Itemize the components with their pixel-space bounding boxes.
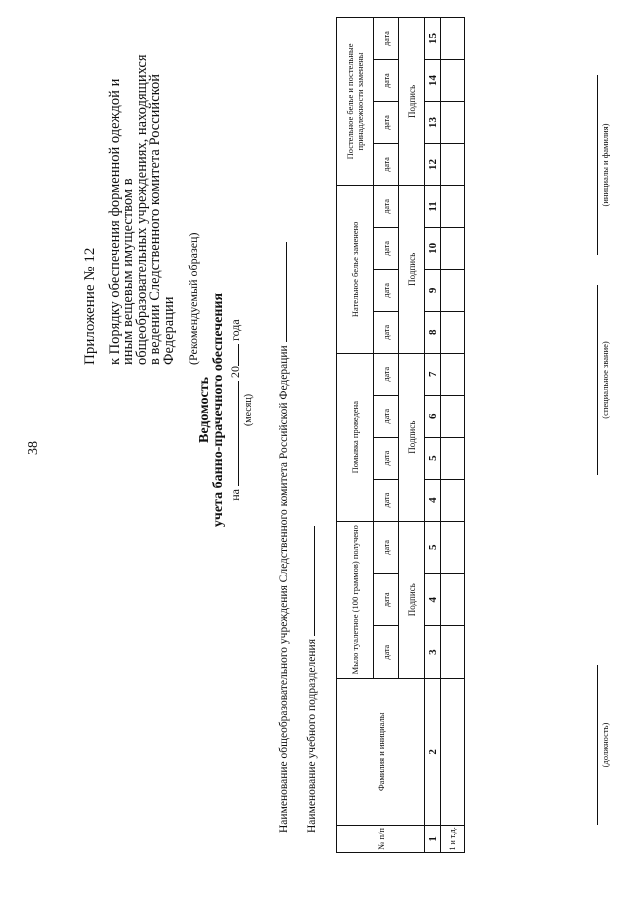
period-year-prefix: 20: [228, 365, 242, 378]
table-cell[interactable]: [441, 227, 465, 269]
table-cell[interactable]: [441, 185, 465, 227]
signature-header: Подпись: [399, 521, 425, 678]
column-number: 4: [425, 574, 441, 626]
appendix-line: Федерации: [160, 296, 177, 365]
col-num-header: № п/п: [337, 825, 425, 852]
appendix-line: общеобразовательных учреждениях, находящихся: [133, 54, 150, 365]
division-line: [306, 333, 318, 833]
column-number: 6: [425, 395, 441, 437]
date-header: дата: [374, 353, 399, 395]
date-header: дата: [374, 311, 399, 353]
institution-blank[interactable]: [286, 242, 287, 342]
signature-header: Подпись: [399, 185, 425, 353]
table-cell[interactable]: [441, 143, 465, 185]
date-header: дата: [374, 185, 399, 227]
appendix-line: к Порядку обеспечения форменной одеждой и: [106, 78, 123, 365]
date-header: дата: [374, 437, 399, 479]
group-bedding-header: Постельное белье и постельные принадлежности заменены: [337, 18, 374, 186]
date-header: дата: [374, 227, 399, 269]
table-cell[interactable]: [441, 395, 465, 437]
table-cell[interactable]: [441, 102, 465, 144]
name-caption: (инициалы и фамилия): [597, 75, 610, 255]
date-header: дата: [374, 395, 399, 437]
month-blank[interactable]: [238, 381, 239, 486]
period-suffix: года: [228, 319, 242, 341]
table-cell[interactable]: [441, 18, 465, 60]
period-line: [228, 245, 243, 575]
table-cell[interactable]: [441, 626, 465, 678]
document-heading: [198, 245, 254, 575]
table-cell[interactable]: [441, 678, 465, 825]
division-blank[interactable]: [314, 526, 315, 636]
date-header: дата: [374, 102, 399, 144]
date-header: дата: [374, 574, 399, 626]
institution-label: Наименование общеобразовательного учреждения Следственного комитета Российской Федерации: [278, 345, 290, 833]
table-cell[interactable]: [441, 437, 465, 479]
row-etc-label: 1 и т.д.: [441, 825, 465, 852]
table-cell[interactable]: [441, 353, 465, 395]
document-subtitle: учета банно-прачечного обеспечения: [211, 292, 226, 528]
year-blank[interactable]: [238, 344, 239, 366]
date-header: дата: [374, 521, 399, 573]
table-cell[interactable]: [441, 269, 465, 311]
column-number: 11: [425, 185, 441, 227]
column-number: 14: [425, 60, 441, 102]
column-number: 5: [425, 521, 441, 573]
table-cell[interactable]: [441, 60, 465, 102]
table-cell[interactable]: [441, 311, 465, 353]
group-underwear-header: Нательное белье заменено: [337, 185, 374, 353]
date-header: дата: [374, 479, 399, 521]
column-number: 8: [425, 311, 441, 353]
column-number: 1: [425, 825, 441, 852]
column-number: 10: [425, 227, 441, 269]
appendix-title: Приложение № 12: [82, 247, 98, 365]
appendix-line: в ведении Следственного комитета Российской: [147, 74, 163, 365]
appendix-line: иным вещевым имуществом в: [120, 178, 136, 365]
group-soap-header: Мыло туалетное (100 граммов) получено: [337, 521, 374, 678]
table-cell[interactable]: [441, 479, 465, 521]
month-caption: (месяц): [243, 393, 254, 427]
group-wash-header: Помывка проведена: [337, 353, 374, 521]
page-number: 38: [26, 441, 41, 455]
appendix-note: (Рекомендуемый образец): [186, 232, 200, 365]
signature-header: Подпись: [399, 18, 425, 186]
table-cell[interactable]: [441, 521, 465, 573]
column-number: 2: [425, 678, 441, 825]
col-name-header: Фамилия и инициалы: [337, 678, 425, 825]
column-number: 5: [425, 437, 441, 479]
column-number: 4: [425, 479, 441, 521]
appendix-block: [84, 5, 201, 365]
institution-line: [278, 113, 290, 833]
column-number: 3: [425, 626, 441, 678]
date-header: дата: [374, 18, 399, 60]
column-number: 12: [425, 143, 441, 185]
date-header: дата: [374, 626, 399, 678]
period-prefix: на: [228, 488, 242, 501]
rank-caption: (специальное звание): [597, 285, 610, 475]
column-number: 9: [425, 269, 441, 311]
ledger-table: [336, 17, 465, 853]
division-label: Наименование учебного подразделения: [306, 639, 318, 833]
column-number: 13: [425, 102, 441, 144]
column-number: 15: [425, 18, 441, 60]
document-title: Ведомость: [197, 376, 212, 444]
signature-header: Подпись: [399, 353, 425, 521]
date-header: дата: [374, 143, 399, 185]
position-caption: (должность): [597, 665, 610, 825]
column-number: 7: [425, 353, 441, 395]
table-cell[interactable]: [441, 574, 465, 626]
date-header: дата: [374, 269, 399, 311]
date-header: дата: [374, 60, 399, 102]
